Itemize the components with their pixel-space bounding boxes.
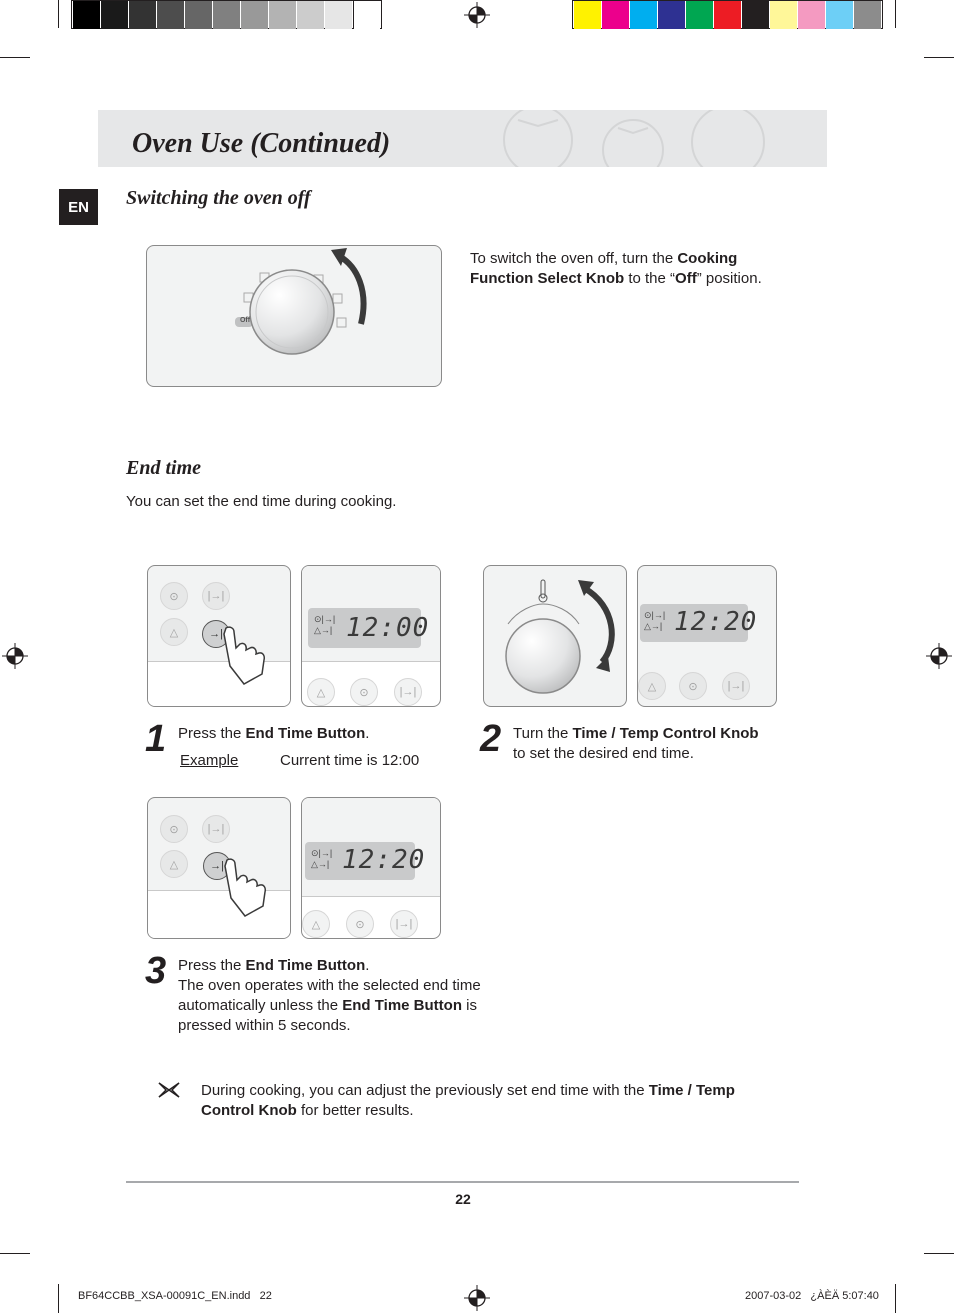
display-panel-step1 xyxy=(301,565,441,707)
button-panel-step3 xyxy=(147,797,291,939)
knob-off-label: Off xyxy=(239,317,251,324)
hint-button-icon: △ xyxy=(307,678,335,706)
hint-button-icon: ⊙ xyxy=(346,910,374,938)
hint-button-icon: ⊙ xyxy=(679,672,707,700)
color-swatch xyxy=(325,1,352,29)
step1-instruction: Press the End Time Button. xyxy=(178,725,370,742)
step-number: 3 xyxy=(145,950,167,992)
hint-button-icon: △ xyxy=(638,672,666,700)
temp-control-knob-icon xyxy=(484,566,627,707)
example-label: Example xyxy=(180,752,239,769)
button-panel-step1 xyxy=(147,565,291,707)
section-heading-end-time: End time xyxy=(126,457,202,479)
color-swatch xyxy=(269,1,296,29)
color-swatch xyxy=(353,1,380,29)
display-panel-step2 xyxy=(637,565,777,707)
cook-time-button-icon: |→| xyxy=(202,582,230,610)
hint-button-icon: |→| xyxy=(390,910,418,938)
note-icon xyxy=(158,1082,180,1098)
timer-button-icon: ⊙ xyxy=(160,582,188,610)
color-swatch xyxy=(213,1,240,29)
color-swatch xyxy=(297,1,324,29)
pressing-hand-icon xyxy=(218,624,268,686)
end-time-button-icon: →| xyxy=(202,620,230,648)
registration-mark-icon xyxy=(464,2,490,28)
page-number: 22 xyxy=(455,1191,471,1207)
crop-mark xyxy=(58,0,59,28)
registration-mark-icon xyxy=(2,643,28,669)
step-number: 1 xyxy=(145,718,167,760)
language-tab: EN xyxy=(59,189,98,225)
alarm-button-icon: △ xyxy=(160,850,188,878)
crop-mark xyxy=(895,1284,896,1313)
color-bar-grays xyxy=(71,0,382,29)
color-swatch xyxy=(770,1,797,29)
footer-date: 2007-03-02 ¿ÀÈÄ 5:07:40 xyxy=(745,1290,879,1302)
color-swatch xyxy=(714,1,741,29)
hint-button-icon: |→| xyxy=(722,672,750,700)
crop-mark xyxy=(924,1253,954,1254)
crop-mark xyxy=(0,57,30,58)
hint-button-icon: |→| xyxy=(394,678,422,706)
registration-mark-icon xyxy=(926,643,952,669)
color-swatch xyxy=(798,1,825,29)
hint-button-icon: ⊙ xyxy=(350,678,378,706)
color-swatch xyxy=(241,1,268,29)
crop-mark xyxy=(0,1253,30,1254)
section-heading-switch-off: Switching the oven off xyxy=(126,187,311,209)
footer-filename: BF64CCBB_XSA-00091C_EN.indd 22 xyxy=(78,1290,272,1302)
registration-mark-icon xyxy=(464,1285,490,1311)
color-swatch xyxy=(574,1,601,29)
color-swatch xyxy=(73,1,100,29)
switch-off-instructions: To switch the oven off, turn the Cooking Function Select Knob to the “Off” position. xyxy=(470,250,762,287)
pressing-hand-icon xyxy=(219,856,269,918)
lcd-indicators: ⊙|→| △→| xyxy=(314,614,336,635)
color-swatch xyxy=(185,1,212,29)
color-bar-colors xyxy=(572,0,883,29)
color-swatch xyxy=(602,1,629,29)
cook-time-button-icon: |→| xyxy=(202,815,230,843)
step3-instruction: Press the End Time Button. The oven operates with the selected end time automatically unless the End Time Button is pressed within 5 seconds. xyxy=(178,957,481,1034)
color-swatch xyxy=(826,1,853,29)
color-swatch xyxy=(854,1,881,29)
crop-mark xyxy=(895,0,896,28)
title-banner xyxy=(98,110,827,167)
end-time-button-icon: →| xyxy=(203,852,231,880)
color-swatch xyxy=(101,1,128,29)
knob-illustration-panel xyxy=(146,245,442,387)
crop-mark xyxy=(58,1284,59,1313)
lcd-time: 12:20 xyxy=(674,607,758,637)
knob-panel-step2 xyxy=(483,565,627,707)
page-title: Oven Use (Continued) xyxy=(132,128,391,159)
color-swatch xyxy=(742,1,769,29)
crop-mark xyxy=(924,57,954,58)
display-panel-step3 xyxy=(301,797,441,939)
color-swatch xyxy=(658,1,685,29)
function-knob-icon xyxy=(147,246,442,387)
color-swatch xyxy=(630,1,657,29)
end-time-intro: You can set the end time during cooking. xyxy=(126,493,397,510)
lcd-time: 12:00 xyxy=(346,613,430,643)
lcd-time: 12:20 xyxy=(342,845,426,875)
footer-divider xyxy=(126,1181,799,1183)
step-number: 2 xyxy=(480,718,502,760)
lcd-indicators: ⊙|→| △→| xyxy=(644,610,666,631)
timer-button-icon: ⊙ xyxy=(160,815,188,843)
color-swatch xyxy=(129,1,156,29)
color-swatch xyxy=(157,1,184,29)
step2-instruction: Turn the Time / Temp Control Knob to set the desired end time. xyxy=(513,725,759,762)
example-value: Current time is 12:00 xyxy=(280,752,420,769)
lcd-indicators: ⊙|→| △→| xyxy=(311,848,333,869)
note-text: During cooking, you can adjust the previously set end time with the Time / Temp Control Knob for better results. xyxy=(201,1082,735,1119)
tomato-watermark-icon xyxy=(478,110,827,167)
color-swatch xyxy=(686,1,713,29)
hint-button-icon: △ xyxy=(302,910,330,938)
alarm-button-icon: △ xyxy=(160,618,188,646)
